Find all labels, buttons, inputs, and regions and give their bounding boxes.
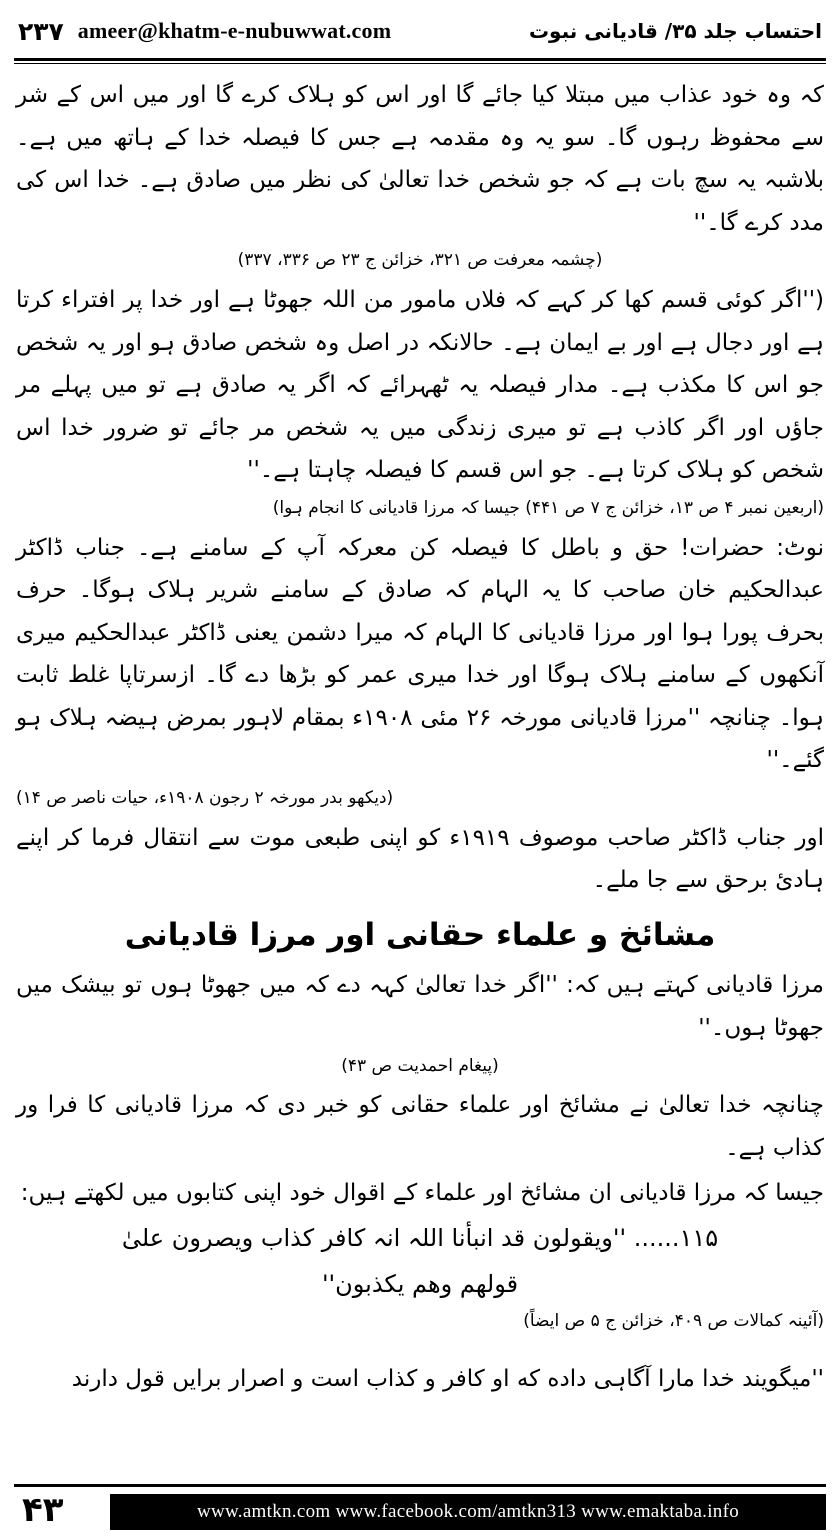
page-header [18, 8, 822, 54]
arabic-text-1: ''ویقولون قد انبأنا اللہ انہ کافر کذاب ویصرون علیٰ [121, 1224, 627, 1253]
reference-3: (دیکھو بدر مورخہ ۲ رجون ۱۹۰۸ء، حیات ناصر ص ۱۴) [16, 787, 394, 808]
paragraph-6: چنانچہ خدا تعالیٰ نے مشائخ اور علماء حقانی کو خبر دی کہ مرزا قادیانی کا فرا ور کذاب ہے۔ [16, 1092, 824, 1161]
reference-5: (پیغام احمدیت ص ۴۳) [341, 1055, 499, 1076]
header-left-group [18, 17, 391, 46]
header-divider [14, 58, 826, 61]
reference-1: (چشمہ معرفت ص ۳۲۱، خزائن ج ۲۳ ص ۳۳۶، ۳۳۷) [237, 250, 603, 271]
section-heading: مشائخ و علماء حقانی اور مرزا قادیانی [124, 916, 716, 953]
paragraph-5: مرزا قادیانی کہتے ہیں کہ: ''اگر خدا تعالیٰ کہہ دے کہ میں جھوٹا ہوں تو بیشک میں جھوٹا ہوں۔'' [16, 972, 824, 1042]
arabic-quote-line-2: قولھم وھم یکذبون'' [321, 1269, 519, 1298]
contact-email: ameer@khatm-e-nubuwwat.com [77, 18, 392, 43]
paragraph-7: جیسا کہ مرزا قادیانی ان مشائخ اور علماء کے اقوال خود اپنی کتابوں میں لکھتے ہیں: [20, 1179, 824, 1206]
paragraph-4: اور جناب ڈاکٹر صاحب موصوف ۱۹۱۹ء کو اپنی طبعی موت سے انتقال فرما کر اپنے ہادئ برحق سے جا ملے۔ [16, 824, 824, 894]
arabic-quote-line-1 [16, 1216, 824, 1262]
footer-divider [14, 1484, 826, 1487]
reference-7: (آئینہ کمالات ص ۴۰۹، خزائن ج ۵ ص ایضاً) [523, 1311, 824, 1332]
paragraph-1: کہ وہ خود عذاب میں مبتلا کیا جائے گا اور اس کو ہلاک کرے گا اور میں اس کے شر سے محفوظ رہوں گا۔ سو یہ وہ مقدمہ ہے جس کا فیصلہ خدا کے ہاتھ میں ہے۔ بلاشبہ یہ سچ بات ہے کہ جو شخص خدا تعالیٰ کی نظر میں صادق ہے۔ خدا اس کی مدد کرے گا۔'' [16, 82, 824, 236]
header-divider-thin [14, 63, 826, 64]
footer-links: www.amtkn.com www.facebook.com/amtkn313 www.emaktaba.info [196, 1501, 740, 1522]
paragraph-2: (''اگر کوئی قسم کھا کر کہے کہ فلاں مامور من اللہ جھوٹا ہے اور خدا پر افتراء کرتا ہے اور دجال ہے اور بے ایمان ہے۔ حالانکہ در اصل وہ شخص صادق ہو اور یہ شخص جو اس کا مکذب ہے۔ مدار فیصلہ یہ ٹھہرائے کہ اگر یہ صادق ہے تو میں پہلے مر جاؤں اور اگر کاذب ہے تو میری زندگی میں یہ شخص مر جائے تو ضرور خدا اس شخص کو ہلاک کرتا ہے۔ جو اس قسم کا فیصلہ چاہتا ہے۔'' [16, 287, 824, 484]
page-number-bottom: ۴۳ [22, 1490, 64, 1530]
paragraph-3: نوٹ: حضرات! حق و باطل کا فیصلہ کن معرکہ آپ کے سامنے ہے۔ جناب ڈاکٹر عبدالحکیم خان صاحب کا یہ الہام کہ صادق کے سامنے شریر ہلاک ہوگا۔ حرف بحرف پورا ہوا اور مرزا قادیانی کا الہام کہ میرا دشمن یعنی ڈاکٹر عبدالحکیم میری آنکھوں کے سامنے ہلاک ہوگا اور خدا میری عمر کو بڑھا دے گا۔ ازسرتاپا غلط ثابت ہوا۔ چنانچہ ''مرزا قادیانی مورخہ ۲۶ مئی ۱۹۰۸ء بمقام لاہور بمرض ہیضہ ہلاک ہو گئے۔'' [16, 534, 824, 774]
list-number: ۱۱۵...... [633, 1224, 719, 1253]
book-title: احتساب جلد ۳۵/ قادیانی نبوت [528, 19, 822, 43]
page-footer [0, 1484, 840, 1540]
footer-links-bar [110, 1494, 826, 1530]
page-number-top: ۲۳۷ [18, 16, 64, 46]
reference-2: (اربعین نمبر ۴ ص ۱۳، خزائن ج ۷ ص ۴۴۱) جیسا کہ مرزا قادیانی کا انجام ہوا) [272, 497, 824, 518]
page-content [16, 74, 824, 1470]
persian-quote: ''میگویند خدا مارا آگاہی داده که او کافر و کذاب است و اصرار برایں قول دارند [71, 1366, 824, 1393]
